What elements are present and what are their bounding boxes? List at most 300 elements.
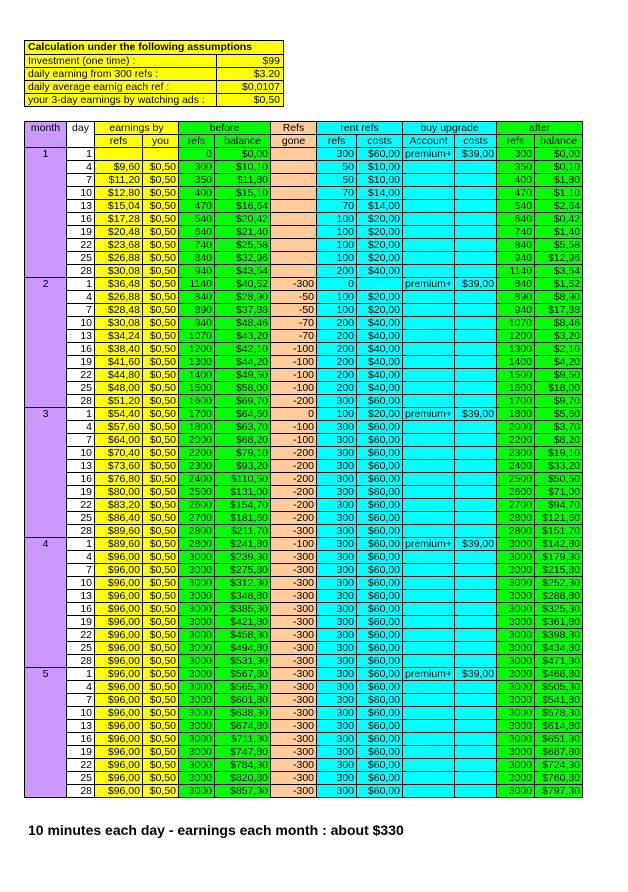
rent-costs-cell: $60,00 (357, 681, 403, 694)
earnings-you-cell: $0,50 (143, 603, 179, 616)
after-refs-cell: 3000 (497, 668, 535, 681)
upgrade-account-cell (403, 473, 455, 486)
before-refs-cell: 400 (179, 187, 215, 200)
earnings-you-cell: $0,50 (143, 655, 179, 668)
after-balance-cell: $797,30 (535, 785, 583, 798)
after-refs-cell: 2800 (497, 512, 535, 525)
assumptions-table (24, 40, 284, 107)
earnings-you-cell: $0,50 (143, 681, 179, 694)
table-row (25, 590, 583, 603)
header-before: before (179, 122, 271, 135)
upgrade-costs-cell: $39,00 (455, 668, 497, 681)
rent-costs-cell: $60,00 (357, 759, 403, 772)
table-row (25, 759, 583, 772)
before-balance-cell: $43,54 (215, 265, 271, 278)
before-balance-cell: $37,88 (215, 304, 271, 317)
refs-gone-cell: -100 (271, 369, 317, 382)
before-balance-cell: $49,50 (215, 369, 271, 382)
upgrade-costs-cell (455, 616, 497, 629)
earnings-you-cell: $0,50 (143, 551, 179, 564)
rent-refs-cell: 70 (317, 187, 357, 200)
before-balance-cell: $25,58 (215, 239, 271, 252)
rent-costs-cell: $60,00 (357, 512, 403, 525)
before-balance-cell: $784,30 (215, 759, 271, 772)
before-refs-cell: 3000 (179, 603, 215, 616)
earnings-refs-cell: $26,88 (95, 252, 143, 265)
refs-gone-cell: -100 (271, 343, 317, 356)
rent-refs-cell: 300 (317, 512, 357, 525)
rent-refs-cell: 300 (317, 772, 357, 785)
upgrade-costs-cell (455, 213, 497, 226)
before-refs-cell: 470 (179, 200, 215, 213)
upgrade-costs-cell (455, 785, 497, 798)
day-cell: 19 (67, 746, 95, 759)
before-refs-cell: 2800 (179, 525, 215, 538)
rent-refs-cell: 300 (317, 447, 357, 460)
rent-costs-cell: $14,00 (357, 200, 403, 213)
after-balance-cell: $0,42 (535, 213, 583, 226)
before-refs-cell: 1500 (179, 382, 215, 395)
after-refs-cell: 840 (497, 278, 535, 291)
earnings-you-cell: $0,50 (143, 772, 179, 785)
earnings-you-cell: $0,50 (143, 161, 179, 174)
rent-refs-cell: 300 (317, 746, 357, 759)
after-balance-cell: $33,20 (535, 460, 583, 473)
before-balance-cell: $421,80 (215, 616, 271, 629)
earnings-you-cell: $0,50 (143, 343, 179, 356)
table-row (25, 304, 583, 317)
earnings-you-cell: $0,50 (143, 200, 179, 213)
earnings-refs-cell: $57,60 (95, 421, 143, 434)
before-balance-cell: $211,70 (215, 525, 271, 538)
upgrade-costs-cell (455, 174, 497, 187)
day-cell: 16 (67, 473, 95, 486)
after-balance-cell: $18,00 (535, 382, 583, 395)
earnings-you-cell: $0,50 (143, 304, 179, 317)
after-refs-cell: 2000 (497, 421, 535, 434)
before-refs-cell: 3000 (179, 707, 215, 720)
upgrade-costs-cell (455, 642, 497, 655)
table-row (25, 772, 583, 785)
assumption-row (25, 94, 284, 107)
upgrade-costs-cell (455, 551, 497, 564)
rent-refs-cell: 200 (317, 343, 357, 356)
earnings-you-cell: $0,50 (143, 577, 179, 590)
rent-refs-cell: 100 (317, 291, 357, 304)
rent-refs-cell: 100 (317, 213, 357, 226)
after-refs-cell: 2600 (497, 486, 535, 499)
earnings-refs-cell: $96,00 (95, 564, 143, 577)
earnings-you-cell: $0,50 (143, 369, 179, 382)
rent-refs-cell: 100 (317, 304, 357, 317)
table-row (25, 551, 583, 564)
header-rent-refs-costs: costs (357, 135, 403, 148)
day-cell: 19 (67, 226, 95, 239)
day-cell: 4 (67, 291, 95, 304)
before-balance-cell: $385,30 (215, 603, 271, 616)
rent-costs-cell: $60,00 (357, 577, 403, 590)
table-row (25, 213, 583, 226)
day-cell: 19 (67, 486, 95, 499)
before-balance-cell: $674,80 (215, 720, 271, 733)
earnings-you-cell: $0,50 (143, 226, 179, 239)
rent-costs-cell: $40,00 (357, 369, 403, 382)
rent-costs-cell: $40,00 (357, 356, 403, 369)
header-after-refs: refs (497, 135, 535, 148)
refs-gone-cell: -70 (271, 330, 317, 343)
after-balance-cell: $8,20 (535, 434, 583, 447)
table-row (25, 356, 583, 369)
earnings-refs-cell: $28,48 (95, 304, 143, 317)
earnings-you-cell: $0,50 (143, 785, 179, 798)
refs-gone-cell (271, 200, 317, 213)
earnings-you-cell: $0,50 (143, 187, 179, 200)
refs-gone-cell (271, 252, 317, 265)
after-balance-cell: $142,80 (535, 538, 583, 551)
rent-costs-cell: $60,00 (357, 564, 403, 577)
refs-gone-cell: -50 (271, 291, 317, 304)
after-balance-cell: $5,58 (535, 239, 583, 252)
upgrade-account-cell (403, 304, 455, 317)
before-refs-cell: 2700 (179, 512, 215, 525)
upgrade-account-cell: premium+ (403, 408, 455, 421)
rent-refs-cell: 100 (317, 252, 357, 265)
day-cell: 10 (67, 187, 95, 200)
after-balance-cell: $614,80 (535, 720, 583, 733)
day-cell: 25 (67, 772, 95, 785)
rent-costs-cell: $60,00 (357, 460, 403, 473)
upgrade-account-cell (403, 369, 455, 382)
rent-costs-cell: $40,00 (357, 330, 403, 343)
after-refs-cell: 3000 (497, 707, 535, 720)
refs-gone-cell: -300 (271, 681, 317, 694)
table-row (25, 239, 583, 252)
header-buy-upgrade: buy upgrade (403, 122, 497, 135)
rent-costs-cell: $10,00 (357, 174, 403, 187)
rent-refs-cell: 300 (317, 642, 357, 655)
earnings-refs-cell: $20,48 (95, 226, 143, 239)
upgrade-costs-cell (455, 304, 497, 317)
rent-refs-cell: 300 (317, 460, 357, 473)
day-cell: 13 (67, 720, 95, 733)
table-row (25, 733, 583, 746)
table-row (25, 642, 583, 655)
before-refs-cell: 3000 (179, 720, 215, 733)
earnings-refs-cell: $96,00 (95, 746, 143, 759)
earnings-refs-cell: $48,00 (95, 382, 143, 395)
after-refs-cell: 940 (497, 252, 535, 265)
upgrade-account-cell (403, 187, 455, 200)
before-balance-cell: $239,30 (215, 551, 271, 564)
earnings-you-cell: $0,50 (143, 239, 179, 252)
day-cell: 7 (67, 694, 95, 707)
earnings-you-cell: $0,50 (143, 291, 179, 304)
upgrade-account-cell (403, 174, 455, 187)
after-refs-cell: 1200 (497, 330, 535, 343)
upgrade-account-cell (403, 460, 455, 473)
rent-costs-cell: $60,00 (357, 785, 403, 798)
earnings-refs-cell: $73,60 (95, 460, 143, 473)
table-row (25, 746, 583, 759)
before-refs-cell: 3000 (179, 616, 215, 629)
rent-costs-cell: $20,00 (357, 252, 403, 265)
upgrade-costs-cell (455, 733, 497, 746)
rent-costs-cell: $60,00 (357, 772, 403, 785)
rent-refs-cell: 100 (317, 408, 357, 421)
after-balance-cell: $1,80 (535, 174, 583, 187)
before-balance-cell: $42,10 (215, 343, 271, 356)
table-row (25, 421, 583, 434)
earnings-you-cell: $0,50 (143, 317, 179, 330)
before-balance-cell: $79,10 (215, 447, 271, 460)
refs-gone-cell (271, 226, 317, 239)
day-cell: 28 (67, 265, 95, 278)
upgrade-costs-cell (455, 460, 497, 473)
before-refs-cell: 3000 (179, 564, 215, 577)
table-row (25, 668, 583, 681)
after-balance-cell: $325,30 (535, 603, 583, 616)
before-refs-cell: 3000 (179, 642, 215, 655)
after-refs-cell: 540 (497, 200, 535, 213)
after-balance-cell: $5,60 (535, 408, 583, 421)
upgrade-costs-cell (455, 395, 497, 408)
table-row (25, 512, 583, 525)
rent-costs-cell: $60,00 (357, 668, 403, 681)
earnings-you-cell: $0,50 (143, 590, 179, 603)
rent-refs-cell: 300 (317, 655, 357, 668)
before-refs-cell: 3000 (179, 785, 215, 798)
header-rent-refs-refs: refs (317, 135, 357, 148)
refs-gone-cell (271, 174, 317, 187)
before-balance-cell: $567,80 (215, 668, 271, 681)
rent-costs-cell: $60,00 (357, 590, 403, 603)
after-balance-cell: $760,80 (535, 772, 583, 785)
table-row (25, 447, 583, 460)
rent-refs-cell: 300 (317, 629, 357, 642)
upgrade-account-cell (403, 421, 455, 434)
before-refs-cell: 1700 (179, 408, 215, 421)
upgrade-account-cell (403, 239, 455, 252)
earnings-refs-cell: $96,00 (95, 668, 143, 681)
earnings-refs-cell: $23,68 (95, 239, 143, 252)
upgrade-account-cell (403, 681, 455, 694)
before-balance-cell: $820,80 (215, 772, 271, 785)
earnings-you-cell: $0,50 (143, 356, 179, 369)
before-balance-cell: $69,70 (215, 395, 271, 408)
earnings-refs-cell: $38,40 (95, 343, 143, 356)
after-balance-cell: $724,30 (535, 759, 583, 772)
before-balance-cell: $10,10 (215, 161, 271, 174)
rent-costs-cell: $60,00 (357, 421, 403, 434)
before-refs-cell: 940 (179, 317, 215, 330)
upgrade-account-cell (403, 330, 455, 343)
rent-refs-cell: 300 (317, 538, 357, 551)
upgrade-costs-cell (455, 356, 497, 369)
day-cell: 19 (67, 616, 95, 629)
after-balance-cell: $468,80 (535, 668, 583, 681)
upgrade-costs-cell (455, 707, 497, 720)
after-refs-cell: 3000 (497, 603, 535, 616)
day-cell: 28 (67, 655, 95, 668)
assumption-label: daily earning from 300 refs : (25, 68, 217, 81)
upgrade-costs-cell (455, 252, 497, 265)
upgrade-costs-cell (455, 317, 497, 330)
after-refs-cell: 3000 (497, 694, 535, 707)
rent-costs-cell: $20,00 (357, 408, 403, 421)
month-cell: 2 (25, 278, 67, 408)
after-balance-cell: $2,64 (535, 200, 583, 213)
upgrade-costs-cell (455, 720, 497, 733)
upgrade-costs-cell (455, 161, 497, 174)
rent-refs-cell: 50 (317, 174, 357, 187)
table-row (25, 720, 583, 733)
upgrade-account-cell (403, 161, 455, 174)
after-balance-cell: $3,54 (535, 265, 583, 278)
day-cell: 25 (67, 512, 95, 525)
table-row (25, 369, 583, 382)
before-balance-cell: $181,60 (215, 512, 271, 525)
rent-costs-cell: $20,00 (357, 304, 403, 317)
refs-gone-cell: -200 (271, 473, 317, 486)
earnings-you-cell: $0,50 (143, 733, 179, 746)
upgrade-costs-cell (455, 265, 497, 278)
rent-refs-cell: 200 (317, 330, 357, 343)
after-refs-cell: 3000 (497, 564, 535, 577)
upgrade-costs-cell (455, 629, 497, 642)
refs-gone-cell: -300 (271, 629, 317, 642)
day-cell: 25 (67, 382, 95, 395)
before-balance-cell: $241,80 (215, 538, 271, 551)
rent-costs-cell: $60,00 (357, 434, 403, 447)
upgrade-account-cell: premium+ (403, 278, 455, 291)
header-earnings-refs: refs (95, 135, 143, 148)
upgrade-costs-cell (455, 200, 497, 213)
table-row (25, 434, 583, 447)
before-balance-cell: $40,52 (215, 278, 271, 291)
upgrade-costs-cell (455, 226, 497, 239)
refs-gone-cell: -300 (271, 759, 317, 772)
after-refs-cell: 840 (497, 239, 535, 252)
day-cell: 16 (67, 603, 95, 616)
earnings-you-cell: $0,50 (143, 460, 179, 473)
rent-refs-cell: 0 (317, 278, 357, 291)
table-row (25, 603, 583, 616)
rent-costs-cell: $60,00 (357, 395, 403, 408)
day-cell: 22 (67, 759, 95, 772)
header-earnings-by: earnings by (95, 122, 179, 135)
earnings-refs-cell: $96,00 (95, 720, 143, 733)
refs-gone-cell: -300 (271, 551, 317, 564)
before-refs-cell: 1600 (179, 395, 215, 408)
before-balance-cell: $21,40 (215, 226, 271, 239)
earnings-refs-cell: $96,00 (95, 707, 143, 720)
before-refs-cell: 1070 (179, 330, 215, 343)
footer-summary: 10 minutes each day - earnings each month : about $330 (28, 822, 404, 838)
after-refs-cell: 3000 (497, 642, 535, 655)
earnings-refs-cell: $64,00 (95, 434, 143, 447)
earnings-you-cell: $0,50 (143, 707, 179, 720)
after-refs-cell: 940 (497, 304, 535, 317)
after-refs-cell: 1600 (497, 382, 535, 395)
earnings-refs-cell: $86,40 (95, 512, 143, 525)
rent-costs-cell: $60,00 (357, 499, 403, 512)
refs-gone-cell (271, 213, 317, 226)
day-cell: 22 (67, 239, 95, 252)
refs-gone-cell (271, 187, 317, 200)
earnings-refs-cell (95, 148, 143, 161)
table-row (25, 681, 583, 694)
refs-gone-cell: -300 (271, 564, 317, 577)
before-refs-cell: 3000 (179, 629, 215, 642)
rent-refs-cell: 300 (317, 759, 357, 772)
refs-gone-cell: -300 (271, 655, 317, 668)
rent-refs-cell: 300 (317, 681, 357, 694)
before-balance-cell: $68,20 (215, 434, 271, 447)
earnings-you-cell: $0,50 (143, 668, 179, 681)
refs-gone-cell (271, 239, 317, 252)
refs-gone-cell: 0 (271, 408, 317, 421)
before-refs-cell: 1300 (179, 356, 215, 369)
day-cell: 25 (67, 252, 95, 265)
rent-refs-cell: 70 (317, 200, 357, 213)
assumption-label: your 3-day earnings by watching ads : (25, 94, 217, 107)
earnings-refs-cell: $96,00 (95, 759, 143, 772)
earnings-you-cell: $0,50 (143, 278, 179, 291)
rent-refs-cell: 200 (317, 369, 357, 382)
upgrade-costs-cell (455, 473, 497, 486)
before-balance-cell: $154,70 (215, 499, 271, 512)
earnings-refs-cell: $96,00 (95, 733, 143, 746)
table-row (25, 187, 583, 200)
rent-refs-cell: 300 (317, 421, 357, 434)
earnings-refs-cell: $96,00 (95, 603, 143, 616)
before-balance-cell: $601,80 (215, 694, 271, 707)
earnings-refs-cell: $17,28 (95, 213, 143, 226)
rent-costs-cell: $60,00 (357, 148, 403, 161)
refs-gone-cell (271, 265, 317, 278)
upgrade-account-cell (403, 395, 455, 408)
upgrade-costs-cell (455, 772, 497, 785)
after-refs-cell: 1300 (497, 343, 535, 356)
upgrade-account-cell (403, 616, 455, 629)
upgrade-account-cell (403, 551, 455, 564)
earnings-refs-cell: $76,80 (95, 473, 143, 486)
day-cell: 22 (67, 499, 95, 512)
day-cell: 13 (67, 590, 95, 603)
day-cell: 28 (67, 525, 95, 538)
after-balance-cell: $361,80 (535, 616, 583, 629)
upgrade-costs-cell: $39,00 (455, 408, 497, 421)
upgrade-account-cell (403, 577, 455, 590)
before-refs-cell: 3000 (179, 772, 215, 785)
before-balance-cell: $0,00 (215, 148, 271, 161)
day-cell: 22 (67, 629, 95, 642)
upgrade-account-cell (403, 525, 455, 538)
after-balance-cell: $9,50 (535, 369, 583, 382)
before-balance-cell: $110,50 (215, 473, 271, 486)
upgrade-account-cell (403, 733, 455, 746)
before-refs-cell: 0 (179, 148, 215, 161)
upgrade-costs-cell (455, 577, 497, 590)
rent-costs-cell: $60,00 (357, 655, 403, 668)
rent-refs-cell: 300 (317, 434, 357, 447)
after-refs-cell: 1400 (497, 356, 535, 369)
before-refs-cell: 2600 (179, 499, 215, 512)
refs-gone-cell: -300 (271, 707, 317, 720)
rent-costs-cell: $14,00 (357, 187, 403, 200)
after-refs-cell: 1800 (497, 408, 535, 421)
header-rent-refs: rent refs (317, 122, 403, 135)
